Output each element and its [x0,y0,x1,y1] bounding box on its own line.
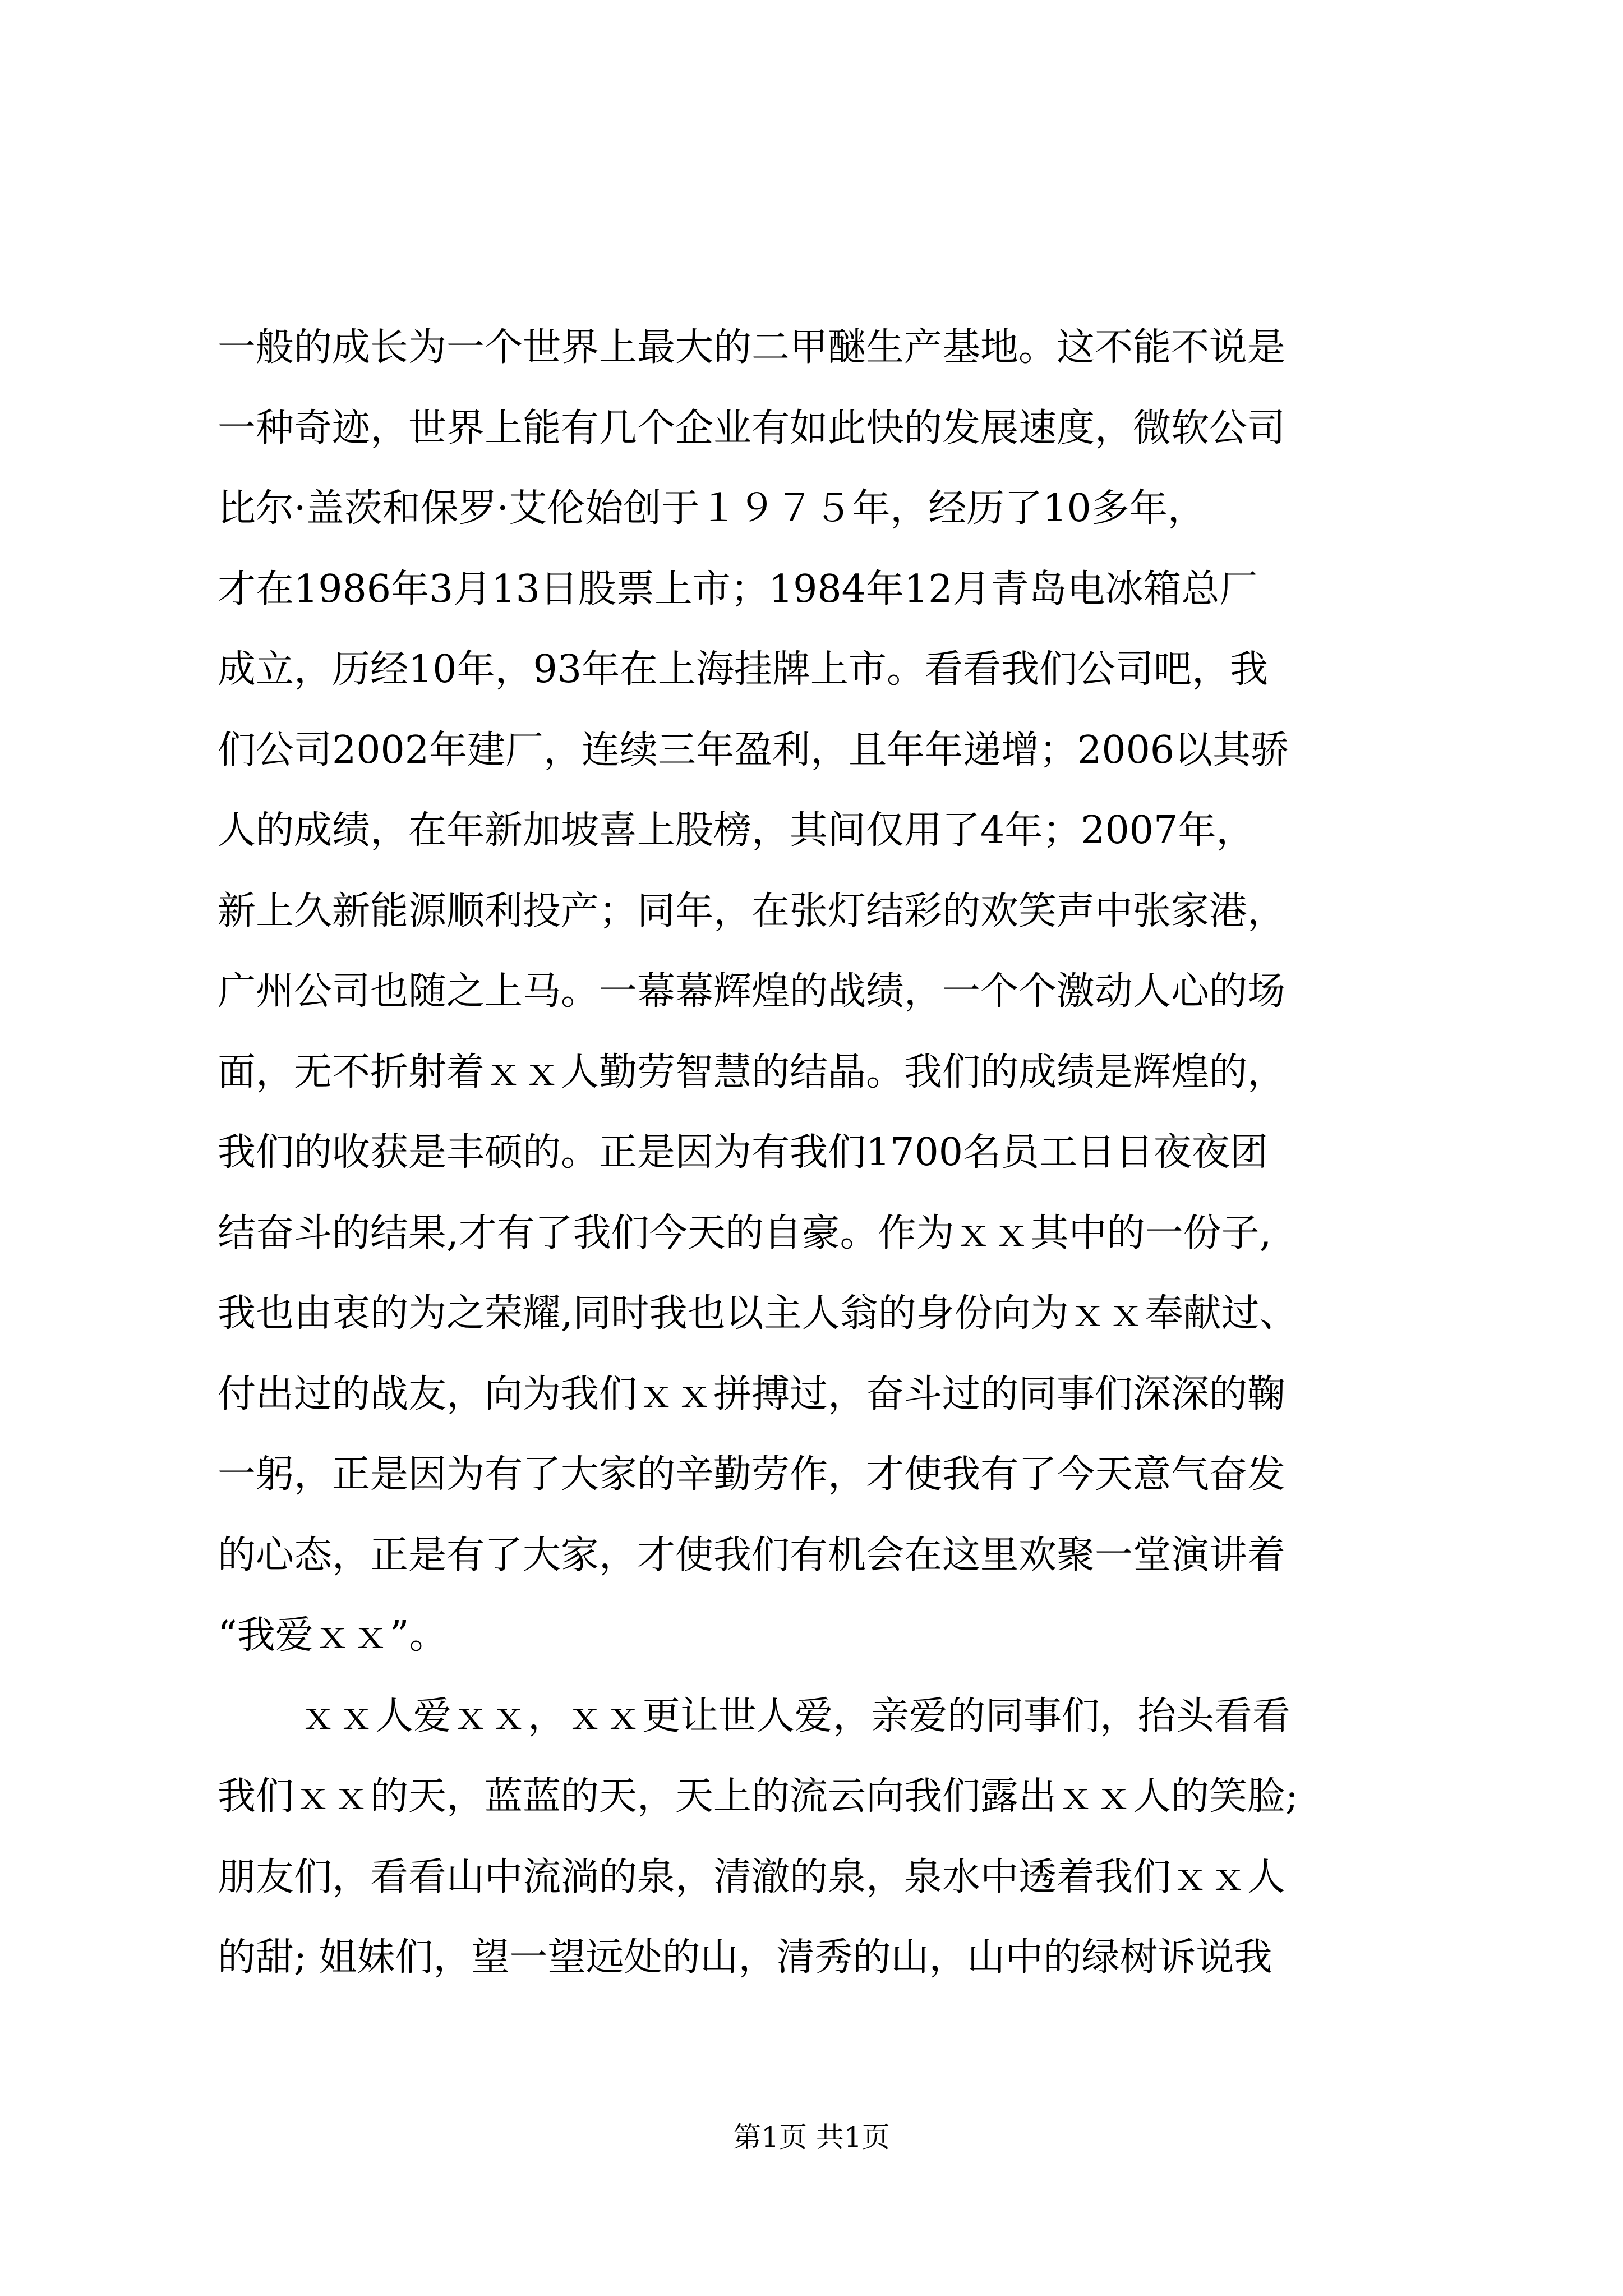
text-line: 成立，历经10年，93年在上海挂牌上市。看看我们公司吧，我 [218,647,1269,692]
text-line: 结奋斗的结果,才有了我们今天的自豪。作为ｘｘ其中的一份子, [218,1211,1272,1255]
body-text [218,307,1412,1998]
text-line: 的甜; 姐妹们，望一望远处的山，清秀的山，山中的绿树诉说我 [218,1935,1272,1980]
text-line: 新上久新能源顺利投产；同年，在张灯结彩的欢笑声中张家港， [218,889,1286,933]
text-line: 们公司2002年建厂，连续三年盈利，且年年递增；2006以其骄 [218,728,1289,772]
text-line: 我们的收获是丰硕的。正是因为有我们1700名员工日日夜夜团 [218,1130,1269,1175]
text-line: 付出过的战友，向为我们ｘｘ拼搏过，奋斗过的同事们深深的鞠 [218,1372,1286,1416]
page-footer: 第1页 共1页 [733,2121,890,2154]
text-line: 才在1986年3月13日股票上市；1984年12月青岛电冰箱总厂 [218,567,1258,611]
text-line: 广州公司也随之上马。一幕幕辉煌的战绩，一个个激动人心的场 [218,969,1286,1014]
paragraph-start-line: ｘｘ人爱ｘｘ，ｘｘ更让世人爱，亲爱的同事们，抬头看看 [299,1694,1291,1738]
text-line: 的心态，正是有了大家，才使我们有机会在这里欢聚一堂演讲着 [218,1533,1286,1577]
text-line: 一般的成长为一个世界上最大的二甲醚生产基地。这不能不说是 [218,325,1286,370]
text-line: 比尔·盖茨和保罗·艾伦始创于１９７５年，经历了10多年， [218,486,1206,531]
text-line: 我也由衷的为之荣耀,同时我也以主人翁的身份向为ｘｘ奉献过、 [218,1291,1298,1336]
text-line: 一躬，正是因为有了大家的辛勤劳作，才使我有了今天意气奋发 [218,1452,1286,1497]
text-line: 人的成绩，在年新加坡喜上股榜，其间仅用了4年；2007年， [218,808,1255,853]
text-line: 一种奇迹，世界上能有几个企业有如此快的发展速度，微软公司 [218,406,1286,450]
text-line: “我爱ｘｘ”。 [218,1613,448,1658]
text-line: 我们ｘｘ的天，蓝蓝的天，天上的流云向我们露出ｘｘ人的笑脸; [218,1774,1298,1819]
text-line: 面，无不折射着ｘｘ人勤劳智慧的结晶。我们的成绩是辉煌的， [218,1050,1286,1094]
text-line: 朋友们，看看山中流淌的泉，清澈的泉，泉水中透着我们ｘｘ人 [218,1855,1286,1899]
